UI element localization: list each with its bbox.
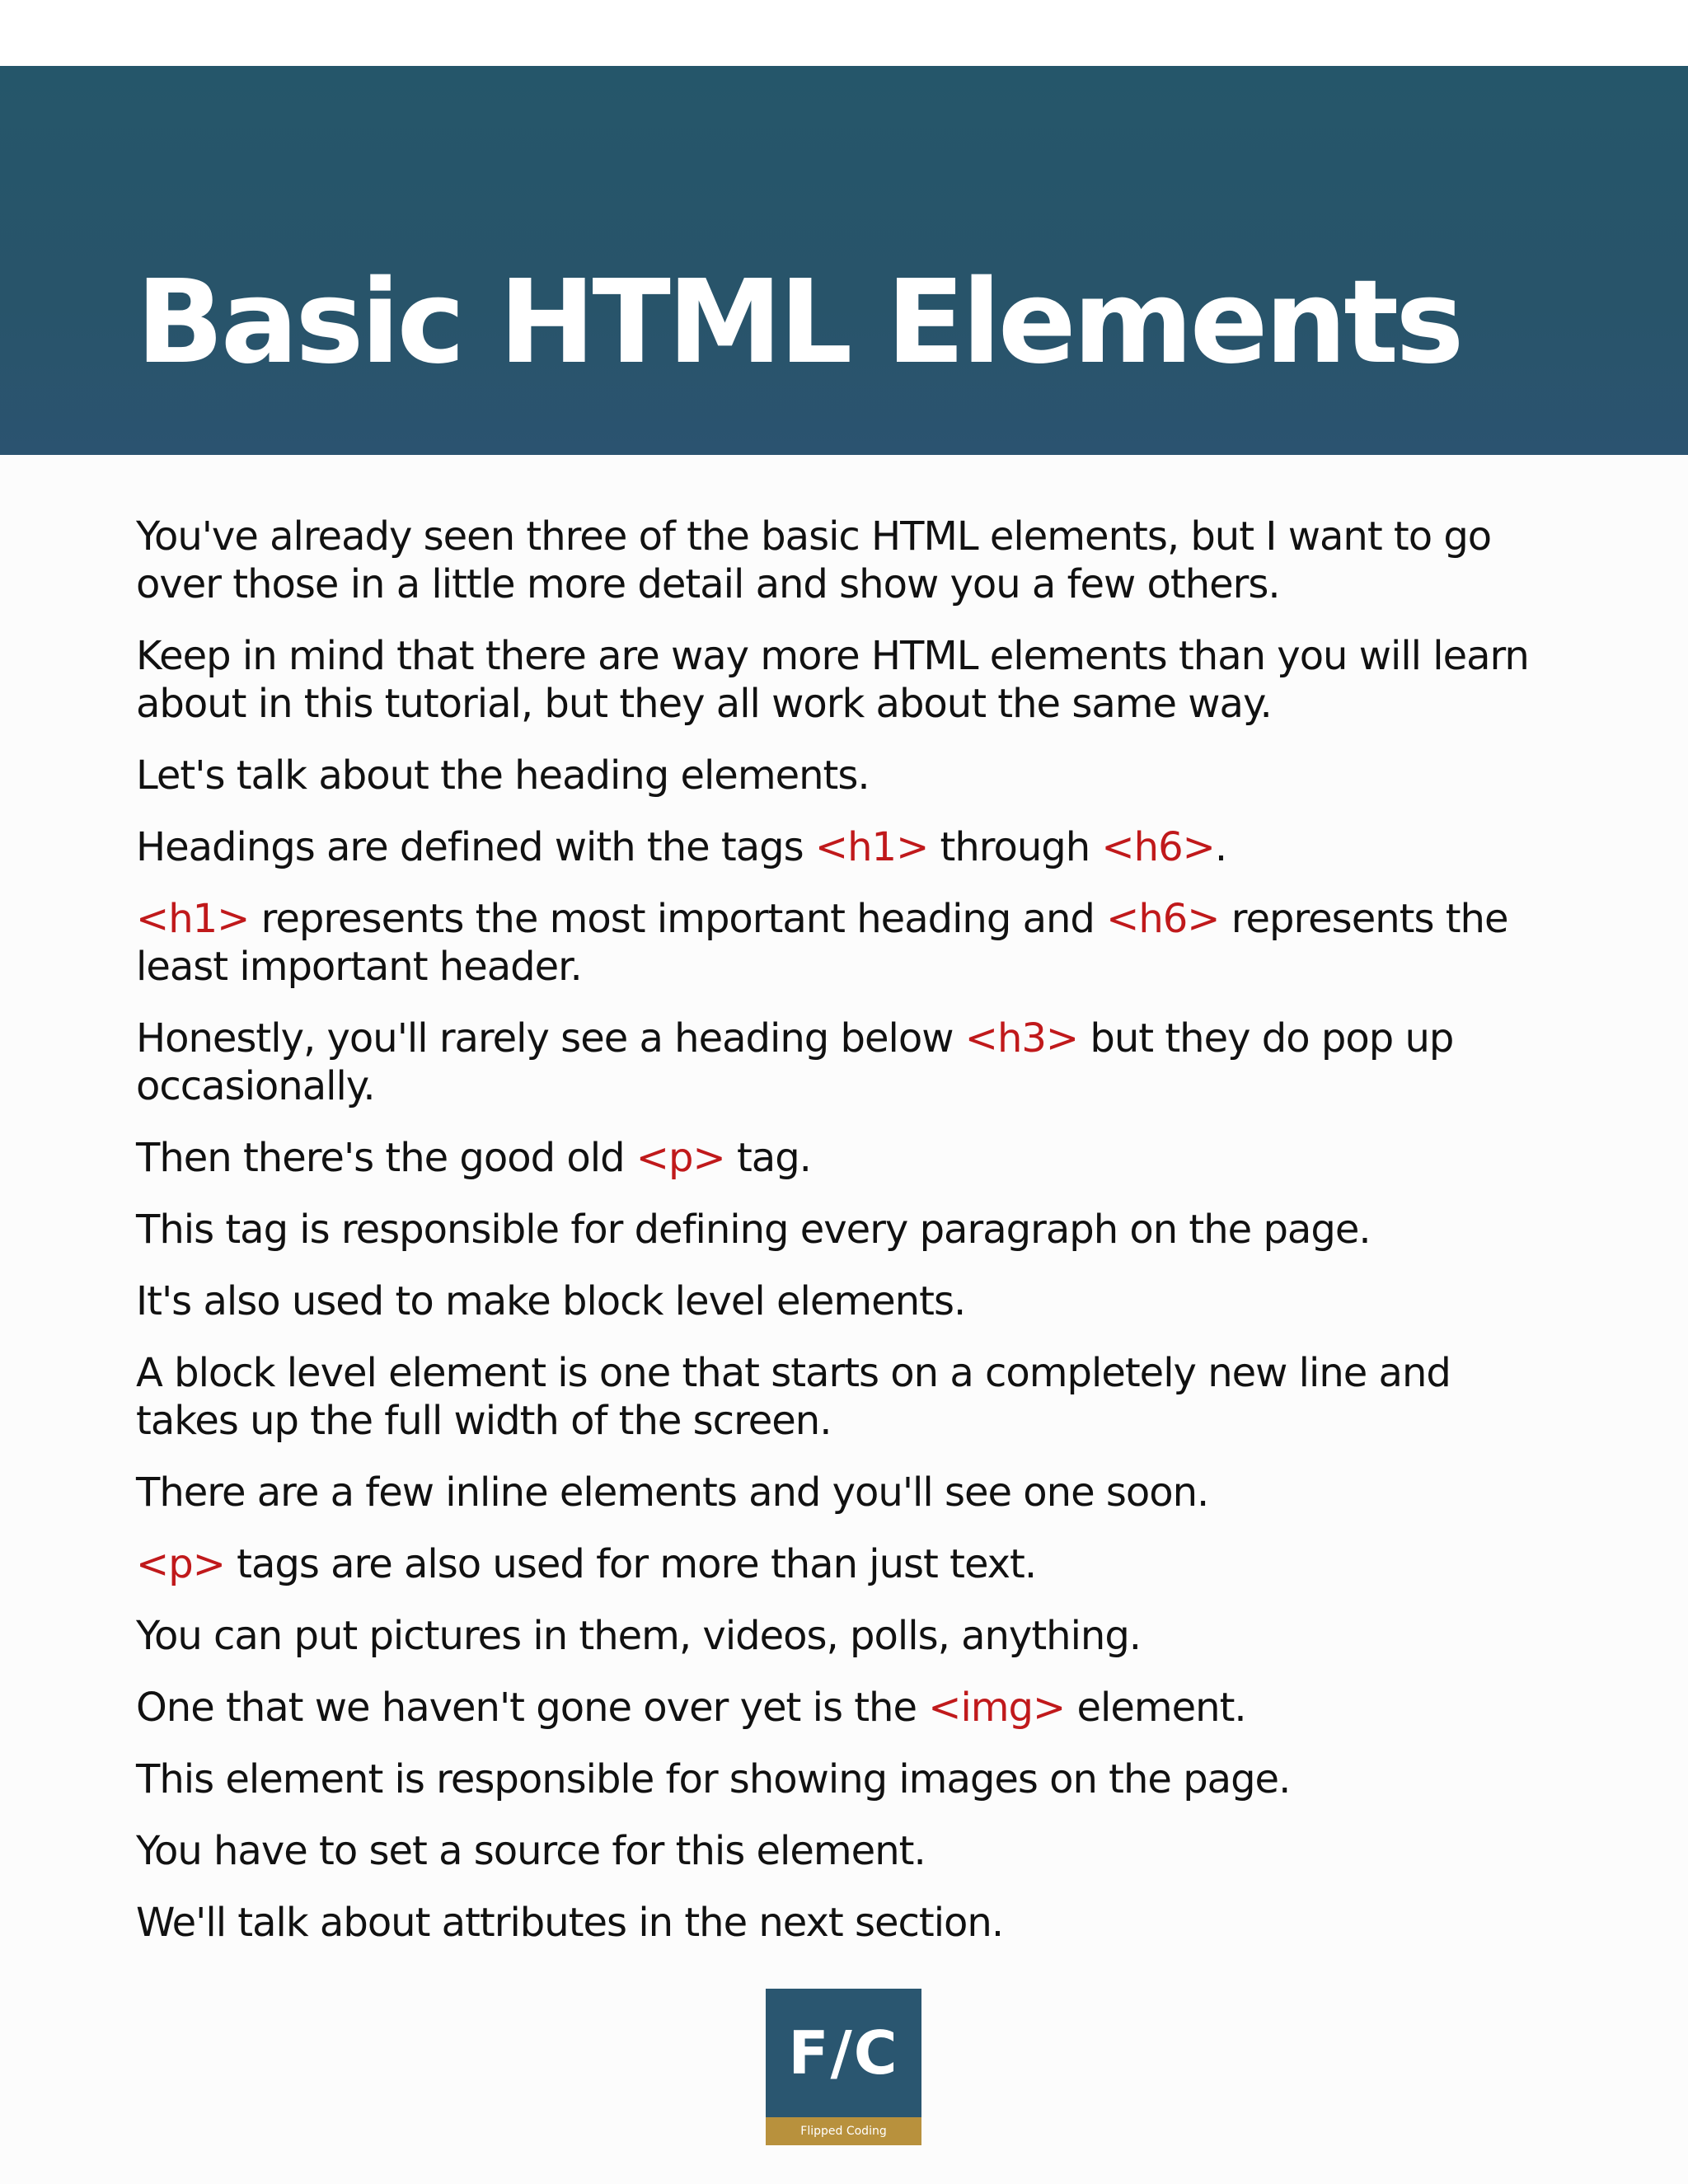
page-title: Basic HTML Elements	[136, 255, 1461, 390]
paragraph	[136, 895, 1554, 991]
paragraph-text: A block level element is one that starts on a completely new line and takes up the full width of the screen.	[136, 1350, 1451, 1444]
paragraph-text: represents the most important heading and	[249, 896, 1107, 942]
paragraph	[136, 513, 1554, 608]
paragraph	[136, 1612, 1554, 1660]
paragraph-text: through	[928, 824, 1102, 870]
paragraph-text: represents the least important header.	[136, 896, 1508, 990]
code-tag: <h6>	[1106, 896, 1220, 942]
paragraph-text: but they do pop up occasionally.	[136, 1015, 1454, 1109]
paragraph-text: Keep in mind that there are way more HTML elements than you will learn about in this tutorial, but they all work about the same way.	[136, 633, 1529, 727]
paragraph-text: tag.	[724, 1135, 811, 1181]
code-tag: <h1>	[814, 824, 929, 870]
paragraph-text: You've already seen three of the basic HTML elements, but I want to go over those in a little more detail and show you a few others.	[136, 513, 1492, 607]
logo-caption: Flipped Coding	[766, 2117, 921, 2145]
article-body	[136, 513, 1554, 1971]
paragraph	[136, 1899, 1554, 1947]
paragraph-text: tags are also used for more than just text.	[224, 1541, 1037, 1587]
code-tag: <h3>	[964, 1015, 1079, 1062]
paragraph	[136, 1015, 1554, 1110]
paragraph-text: One that we haven't gone over yet is the	[136, 1685, 929, 1731]
paragraph-text: Honestly, you'll rarely see a heading below	[136, 1015, 965, 1062]
code-tag: <p>	[136, 1541, 225, 1587]
paragraph	[136, 1684, 1554, 1732]
paragraph-text: You can put pictures in them, videos, polls, anything.	[136, 1613, 1142, 1659]
paragraph	[136, 1755, 1554, 1803]
paragraph-text: This element is responsible for showing images on the page.	[136, 1756, 1291, 1802]
paragraph-text: .	[1214, 824, 1227, 870]
paragraph	[136, 1349, 1554, 1445]
logo-mark: F/C	[766, 1989, 921, 2117]
paragraph-text: Then there's the good old	[136, 1135, 636, 1181]
paragraph	[136, 1827, 1554, 1875]
paragraph	[136, 1277, 1554, 1325]
paragraph-text: element.	[1065, 1685, 1246, 1731]
paragraph	[136, 823, 1554, 871]
paragraph-text: This tag is responsible for defining every paragraph on the page.	[136, 1207, 1371, 1253]
paragraph	[136, 1206, 1554, 1254]
code-tag: <h6>	[1101, 824, 1215, 870]
paragraph	[136, 632, 1554, 728]
paragraph-text: We'll talk about attributes in the next section.	[136, 1900, 1004, 1946]
paragraph-text: Let's talk about the heading elements.	[136, 752, 870, 799]
paragraph	[136, 1469, 1554, 1516]
paragraph-text: You have to set a source for this element.	[136, 1828, 926, 1874]
code-tag: <img>	[928, 1685, 1066, 1731]
paragraph	[136, 1134, 1554, 1182]
paragraph-text: There are a few inline elements and you'll see one soon.	[136, 1469, 1209, 1516]
top-margin	[0, 0, 1688, 66]
paragraph	[136, 1540, 1554, 1588]
paragraph-text: Headings are defined with the tags	[136, 824, 815, 870]
paragraph	[136, 752, 1554, 799]
code-tag: <h1>	[136, 896, 250, 942]
flipped-coding-logo	[766, 1989, 921, 2145]
paragraph-text: It's also used to make block level elements.	[136, 1278, 966, 1324]
code-tag: <p>	[635, 1135, 725, 1181]
